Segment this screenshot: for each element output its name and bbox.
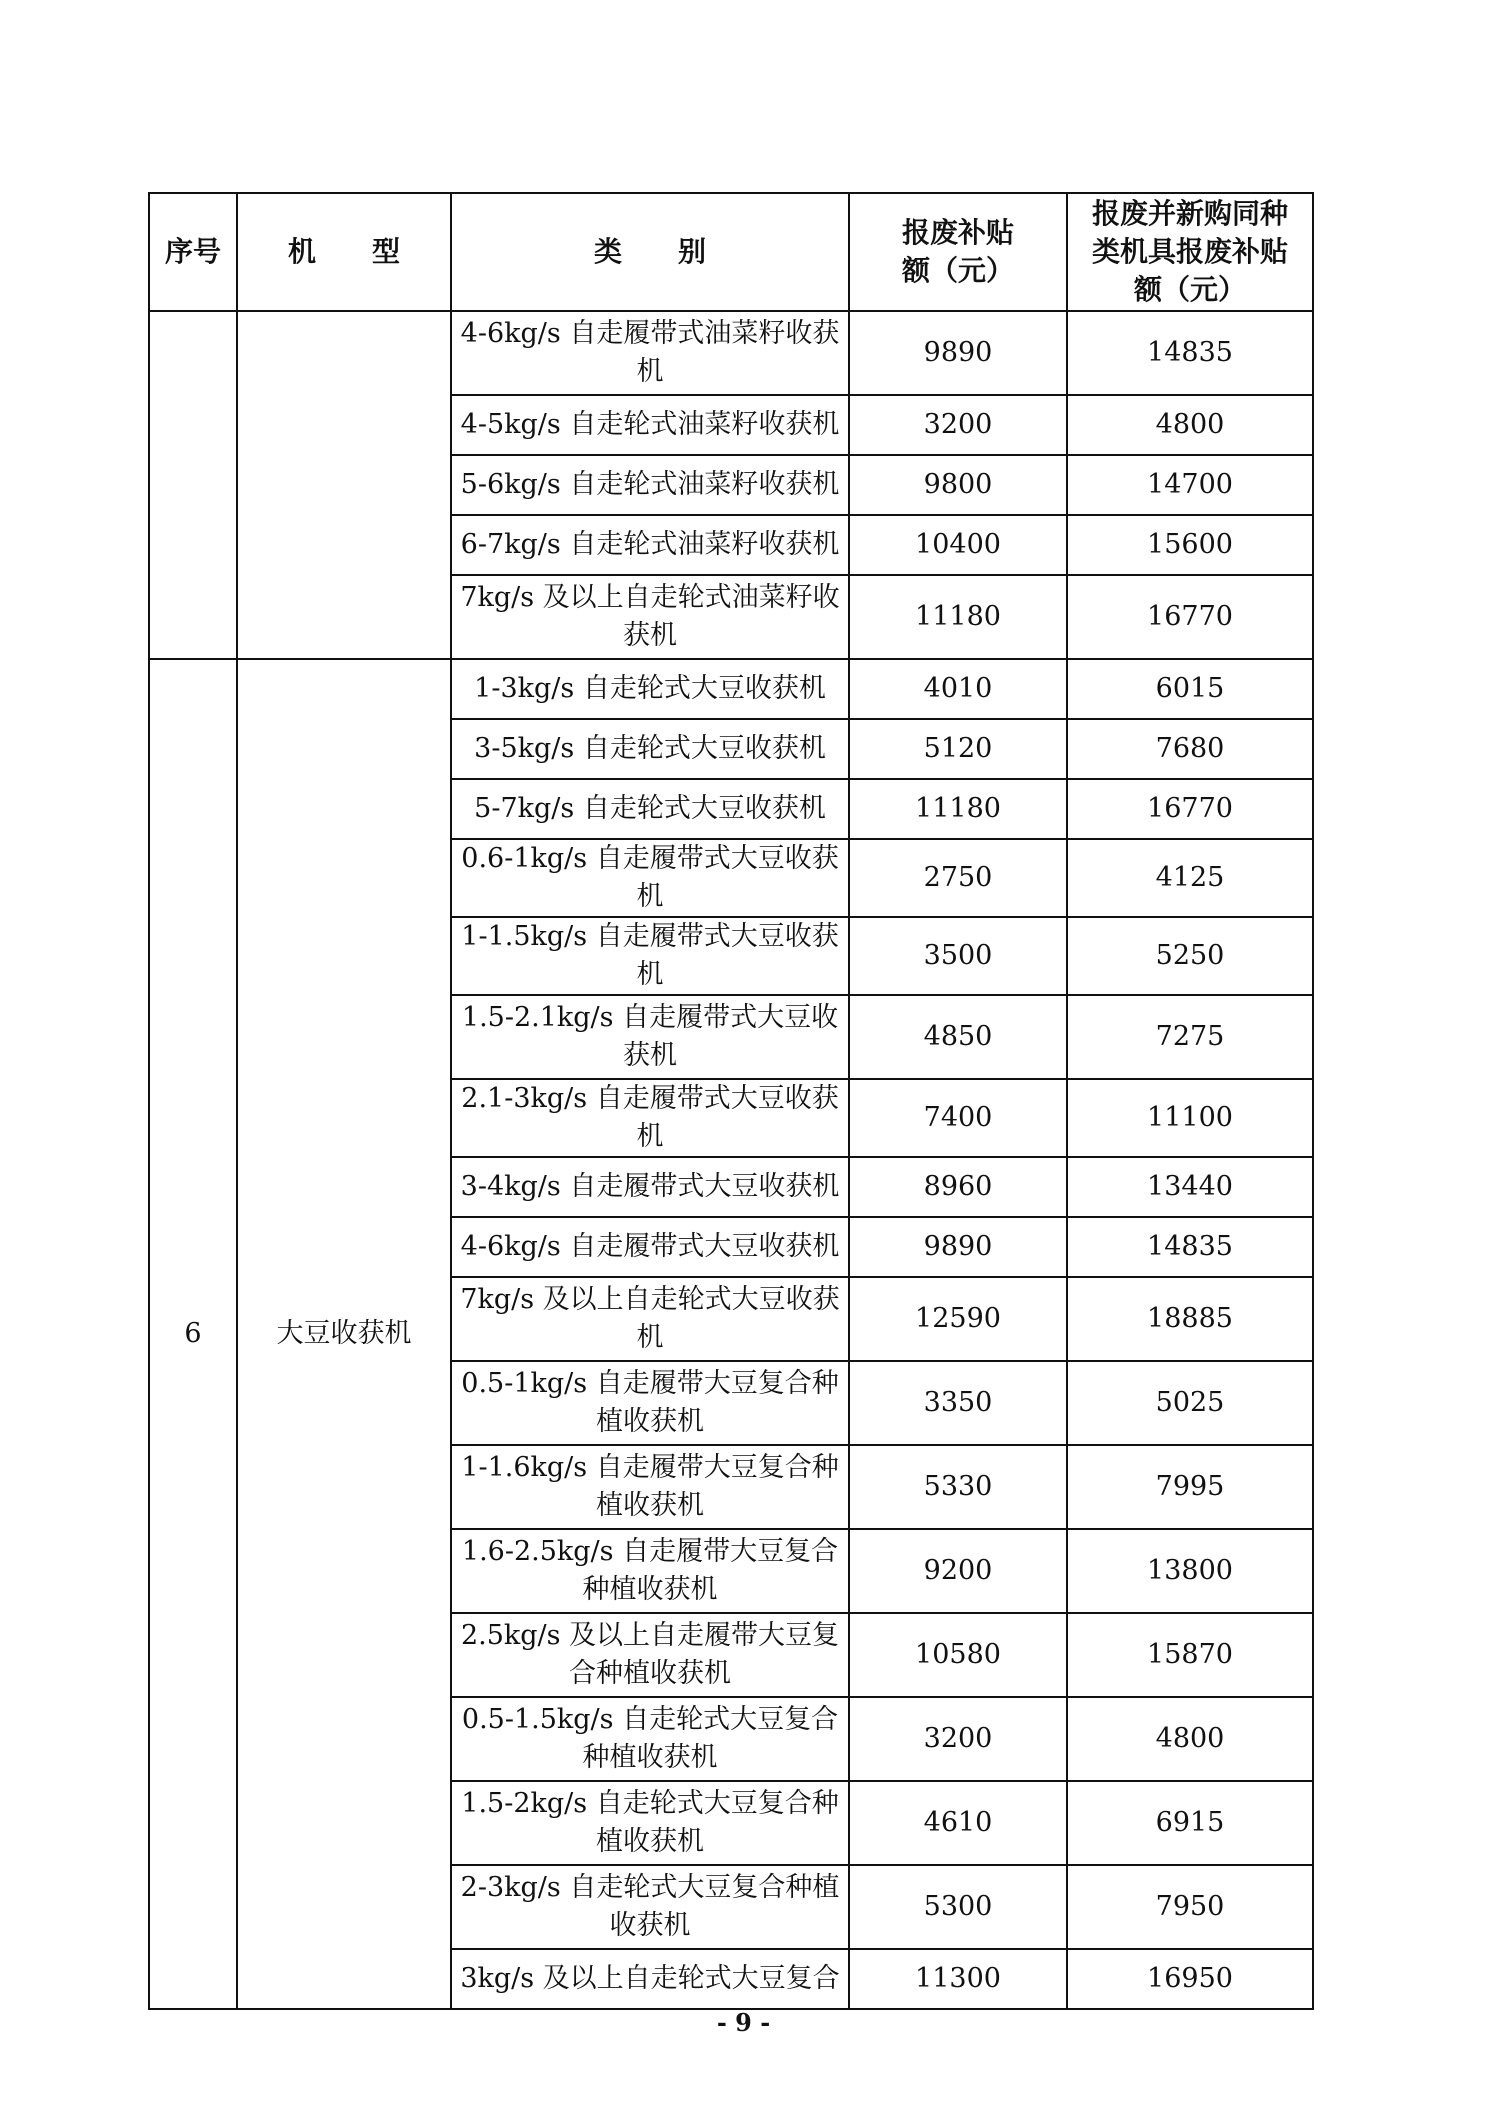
category-cell: 4-6kg/s 自走履带式大豆收获机 — [451, 1217, 849, 1277]
category-cell: 1-3kg/s 自走轮式大豆收获机 — [451, 659, 849, 719]
table-row — [149, 311, 1313, 395]
subsidy-cell: 12590 — [849, 1277, 1067, 1361]
seq-cell: 6 — [149, 659, 237, 2009]
subsidy-cell: 8960 — [849, 1157, 1067, 1217]
subsidy-cell: 5300 — [849, 1865, 1067, 1949]
subsidy-cell: 9200 — [849, 1529, 1067, 1613]
header-category: 类 别 — [451, 193, 849, 311]
subsidy-cell: 3200 — [849, 395, 1067, 455]
category-cell: 2.5kg/s 及以上自走履带大豆复合种植收获机 — [451, 1613, 849, 1697]
category-cell: 0.5-1kg/s 自走履带大豆复合种植收获机 — [451, 1361, 849, 1445]
subsidy-new-cell: 13800 — [1067, 1529, 1313, 1613]
subsidy-new-cell: 7995 — [1067, 1445, 1313, 1529]
table-row — [149, 659, 1313, 719]
category-cell: 7kg/s 及以上自走轮式大豆收获机 — [451, 1277, 849, 1361]
subsidy-new-cell: 5025 — [1067, 1361, 1313, 1445]
category-cell: 4-6kg/s 自走履带式油菜籽收获机 — [451, 311, 849, 395]
subsidy-cell: 4850 — [849, 995, 1067, 1079]
subsidy-cell: 7400 — [849, 1079, 1067, 1157]
subsidy-new-cell: 7680 — [1067, 719, 1313, 779]
category-cell: 1-1.6kg/s 自走履带大豆复合种植收获机 — [451, 1445, 849, 1529]
category-cell: 3kg/s 及以上自走轮式大豆复合 — [451, 1949, 849, 2009]
subsidy-new-cell: 4800 — [1067, 395, 1313, 455]
category-cell: 2-3kg/s 自走轮式大豆复合种植收获机 — [451, 1865, 849, 1949]
header-model: 机 型 — [237, 193, 451, 311]
subsidy-new-cell: 4125 — [1067, 839, 1313, 917]
subsidy-cell: 3200 — [849, 1697, 1067, 1781]
category-cell: 3-4kg/s 自走履带式大豆收获机 — [451, 1157, 849, 1217]
subsidy-cell: 3350 — [849, 1361, 1067, 1445]
subsidy-new-cell: 16950 — [1067, 1949, 1313, 2009]
category-cell: 1.5-2.1kg/s 自走履带式大豆收获机 — [451, 995, 849, 1079]
header-row — [149, 193, 1313, 311]
model-cell-empty — [237, 311, 451, 659]
subsidy-cell: 4010 — [849, 659, 1067, 719]
subsidy-cell: 10400 — [849, 515, 1067, 575]
subsidy-cell: 2750 — [849, 839, 1067, 917]
subsidy-cell: 10580 — [849, 1613, 1067, 1697]
category-cell: 6-7kg/s 自走轮式油菜籽收获机 — [451, 515, 849, 575]
subsidy-new-cell: 4800 — [1067, 1697, 1313, 1781]
subsidy-cell: 9800 — [849, 455, 1067, 515]
subsidy-cell: 9890 — [849, 311, 1067, 395]
category-cell: 1.5-2kg/s 自走轮式大豆复合种植收获机 — [451, 1781, 849, 1865]
subsidy-new-cell: 5250 — [1067, 917, 1313, 995]
subsidy-new-cell: 15600 — [1067, 515, 1313, 575]
model-cell: 大豆收获机 — [237, 659, 451, 2009]
header-subsidy: 报废补贴额（元） — [849, 193, 1067, 311]
subsidy-cell: 9890 — [849, 1217, 1067, 1277]
subsidy-new-cell: 6015 — [1067, 659, 1313, 719]
category-cell: 7kg/s 及以上自走轮式油菜籽收获机 — [451, 575, 849, 659]
seq-cell-empty — [149, 311, 237, 659]
subsidy-new-cell: 14835 — [1067, 1217, 1313, 1277]
category-cell: 5-7kg/s 自走轮式大豆收获机 — [451, 779, 849, 839]
category-cell: 5-6kg/s 自走轮式油菜籽收获机 — [451, 455, 849, 515]
subsidy-new-cell: 14700 — [1067, 455, 1313, 515]
category-cell: 4-5kg/s 自走轮式油菜籽收获机 — [451, 395, 849, 455]
category-cell: 1.6-2.5kg/s 自走履带大豆复合种植收获机 — [451, 1529, 849, 1613]
header-seq: 序号 — [149, 193, 237, 311]
page-number: - 9 - — [716, 2008, 771, 2037]
subsidy-new-cell: 7275 — [1067, 995, 1313, 1079]
subsidy-cell: 3500 — [849, 917, 1067, 995]
category-cell: 0.6-1kg/s 自走履带式大豆收获机 — [451, 839, 849, 917]
header-subsidy-new: 报废并新购同种类机具报废补贴额（元） — [1067, 193, 1313, 311]
subsidy-cell: 11180 — [849, 779, 1067, 839]
subsidy-cell: 11180 — [849, 575, 1067, 659]
subsidy-new-cell: 7950 — [1067, 1865, 1313, 1949]
category-cell: 0.5-1.5kg/s 自走轮式大豆复合种植收获机 — [451, 1697, 849, 1781]
subsidy-new-cell: 16770 — [1067, 779, 1313, 839]
subsidy-cell: 5120 — [849, 719, 1067, 779]
category-cell: 3-5kg/s 自走轮式大豆收获机 — [451, 719, 849, 779]
subsidy-new-cell: 13440 — [1067, 1157, 1313, 1217]
subsidy-table — [148, 192, 1314, 2010]
subsidy-new-cell: 16770 — [1067, 575, 1313, 659]
subsidy-cell: 5330 — [849, 1445, 1067, 1529]
category-cell: 2.1-3kg/s 自走履带式大豆收获机 — [451, 1079, 849, 1157]
subsidy-new-cell: 11100 — [1067, 1079, 1313, 1157]
category-cell: 1-1.5kg/s 自走履带式大豆收获机 — [451, 917, 849, 995]
subsidy-new-cell: 6915 — [1067, 1781, 1313, 1865]
subsidy-cell: 4610 — [849, 1781, 1067, 1865]
subsidy-new-cell: 15870 — [1067, 1613, 1313, 1697]
subsidy-new-cell: 14835 — [1067, 311, 1313, 395]
subsidy-cell: 11300 — [849, 1949, 1067, 2009]
subsidy-new-cell: 18885 — [1067, 1277, 1313, 1361]
